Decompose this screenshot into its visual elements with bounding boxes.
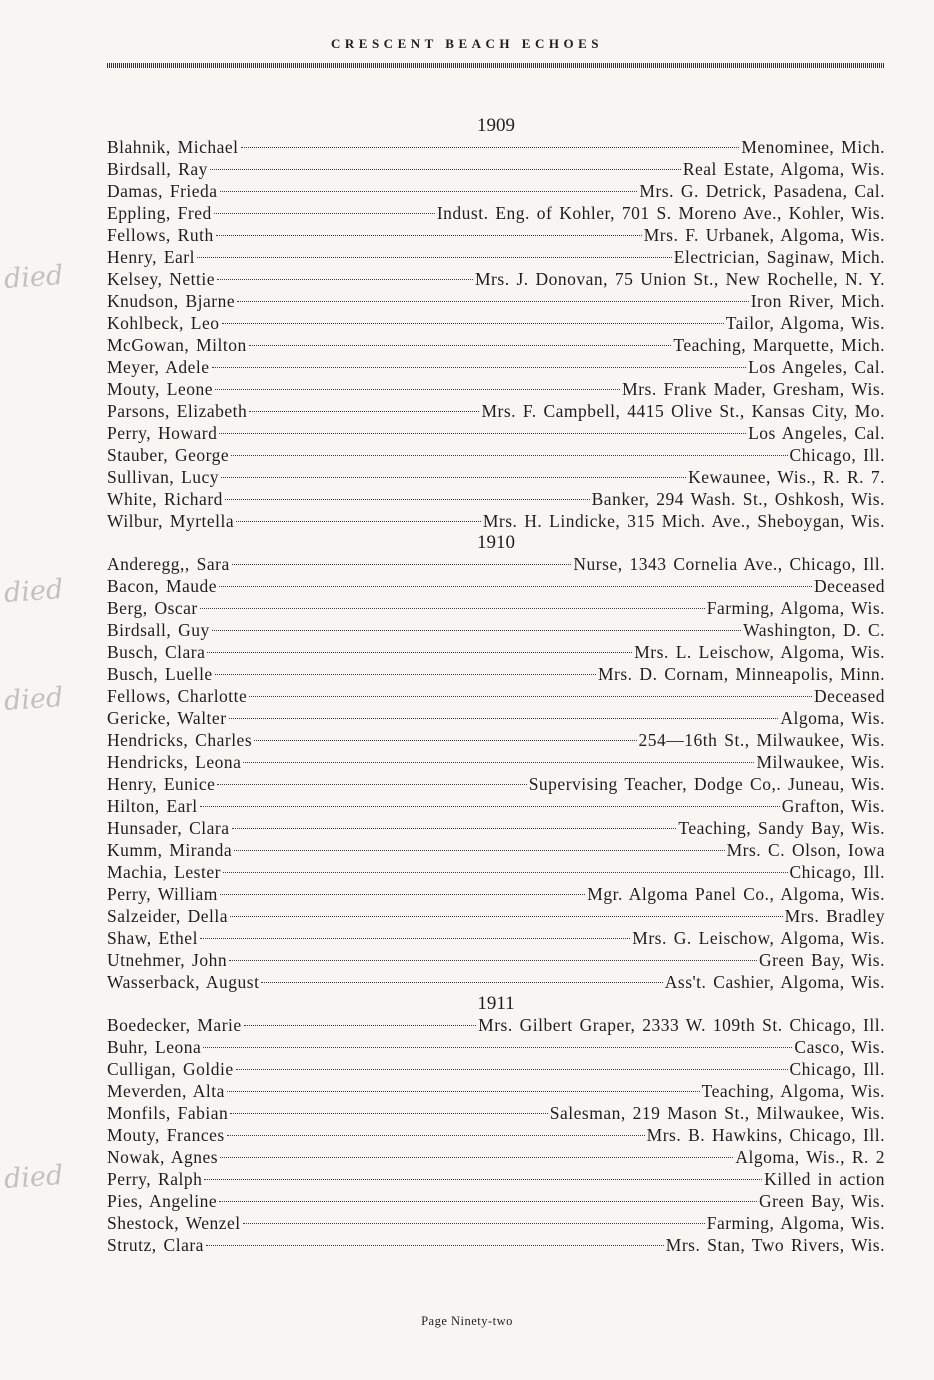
- alumni-details: Teaching, Algoma, Wis.: [701, 1081, 885, 1101]
- alumni-name: Henry, Eunice: [107, 774, 216, 794]
- alumni-details: Mrs. B. Hawkins, Chicago, Ill.: [646, 1125, 885, 1145]
- margin-note: died: [2, 681, 65, 718]
- dot-leader: [212, 630, 741, 631]
- alumni-name: Meverden, Alta: [107, 1081, 225, 1101]
- alumni-name: Buhr, Leona: [107, 1037, 202, 1057]
- alumni-name: Hilton, Earl: [107, 796, 198, 816]
- alumni-details: Real Estate, Algoma, Wis.: [682, 159, 885, 179]
- dot-leader: [214, 213, 435, 214]
- dot-leader: [234, 850, 724, 851]
- alumni-name: McGowan, Milton: [107, 335, 247, 355]
- alumni-details: Grafton, Wis.: [781, 796, 885, 816]
- alumni-entry: [107, 312, 885, 334]
- alumni-name: Eppling, Fred: [107, 203, 212, 223]
- alumni-entry: [107, 158, 885, 180]
- alumni-details: Supervising Teacher, Dodge Co,. Juneau, Wis.: [528, 774, 885, 794]
- alumni-details: Green Bay, Wis.: [759, 950, 885, 970]
- alumni-details: Mrs. H. Lindicke, 315 Mich. Ave., Sheboygan, Wis.: [482, 511, 885, 531]
- alumni-details: Mrs. L. Leischow, Algoma, Wis.: [634, 642, 885, 662]
- alumni-name: Kumm, Miranda: [107, 840, 233, 860]
- alumni-details: Deceased: [813, 686, 885, 706]
- alumni-details: Mrs. Stan, Two Rivers, Wis.: [665, 1235, 885, 1255]
- dot-leader: [220, 191, 638, 192]
- alumni-name: Kelsey, Nettie: [107, 269, 215, 289]
- dot-leader: [217, 279, 473, 280]
- alumni-entry: [107, 268, 885, 290]
- alumni-entry: [107, 773, 885, 795]
- alumni-details: Mrs. G. Leischow, Algoma, Wis.: [632, 928, 885, 948]
- alumni-entry: [107, 1080, 885, 1102]
- alumni-entry: [107, 444, 885, 466]
- alumni-name: Hendricks, Leona: [107, 752, 242, 772]
- dot-leader: [230, 916, 783, 917]
- alumni-details: Algoma, Wis., R. 2: [735, 1147, 885, 1167]
- dot-leader: [227, 1091, 700, 1092]
- alumni-entry: [107, 553, 885, 575]
- dot-leader: [219, 433, 746, 434]
- dot-leader: [254, 740, 636, 741]
- alumni-name: Knudson, Bjarne: [107, 291, 236, 311]
- alumni-details: Teaching, Sandy Bay, Wis.: [678, 818, 885, 838]
- alumni-name: Strutz, Clara: [107, 1235, 204, 1255]
- alumni-name: Damas, Frieda: [107, 181, 218, 201]
- alumni-entry: [107, 1124, 885, 1146]
- alumni-entry: [107, 334, 885, 356]
- alumni-entry: [107, 619, 885, 641]
- alumni-entry: [107, 1168, 885, 1190]
- dot-leader: [210, 169, 681, 170]
- alumni-details: Tailor, Algoma, Wis.: [725, 313, 885, 333]
- alumni-name: Parsons, Elizabeth: [107, 401, 248, 421]
- alumni-entry: [107, 246, 885, 268]
- alumni-details: Mrs. J. Donovan, 75 Union St., New Rochelle, N. Y.: [475, 269, 885, 289]
- alumni-name: Birdsall, Ray: [107, 159, 208, 179]
- alumni-entry: [107, 971, 885, 993]
- dot-leader: [222, 323, 724, 324]
- alumni-name: Shestock, Wenzel: [107, 1213, 241, 1233]
- alumni-name: Kohlbeck, Leo: [107, 313, 220, 333]
- dot-leader: [200, 806, 780, 807]
- alumni-details: Mrs. D. Cornam, Minneapolis, Minn.: [597, 664, 885, 684]
- alumni-entry: [107, 136, 885, 158]
- alumni-entry: [107, 839, 885, 861]
- alumni-entry: [107, 597, 885, 619]
- dot-leader: [220, 894, 585, 895]
- class-year-heading: 1909: [477, 115, 515, 136]
- alumni-entry: [107, 663, 885, 685]
- alumni-name: Wasserback, August: [107, 972, 260, 992]
- alumni-entry: [107, 1058, 885, 1080]
- dot-leader: [220, 1157, 733, 1158]
- alumni-details: Menominee, Mich.: [741, 137, 885, 157]
- dot-leader: [243, 1223, 705, 1224]
- class-year-heading: 1911: [477, 993, 515, 1014]
- alumni-entry: [107, 1234, 885, 1256]
- alumni-name: Salzeider, Della: [107, 906, 229, 926]
- alumni-name: Meyer, Adele: [107, 357, 210, 377]
- header-rule: [107, 63, 885, 68]
- alumni-name: Machia, Lester: [107, 862, 221, 882]
- dot-leader: [197, 257, 672, 258]
- alumni-details: Chicago, Ill.: [789, 445, 885, 465]
- dot-leader: [249, 696, 812, 697]
- page-header: CRESCENT BEACH ECHOES: [331, 36, 603, 51]
- alumni-name: Wilbur, Myrtella: [107, 511, 235, 531]
- alumni-name: Fellows, Ruth: [107, 225, 214, 245]
- alumni-details: Mrs. F. Urbanek, Algoma, Wis.: [643, 225, 885, 245]
- alumni-entry: [107, 949, 885, 971]
- alumni-entry: [107, 180, 885, 202]
- alumni-entry: [107, 1212, 885, 1234]
- alumni-details: Chicago, Ill.: [789, 862, 885, 882]
- alumni-name: Sullivan, Lucy: [107, 467, 220, 487]
- alumni-entry: [107, 883, 885, 905]
- alumni-details: Mrs. C. Olson, Iowa: [726, 840, 885, 860]
- alumni-details: Mrs. Bradley: [784, 906, 885, 926]
- alumni-details: Washington, D. C.: [743, 620, 885, 640]
- dot-leader: [216, 235, 642, 236]
- alumni-name: Henry, Earl: [107, 247, 195, 267]
- class-year-heading: 1910: [477, 532, 515, 553]
- margin-note: died: [2, 573, 65, 610]
- alumni-listing: [107, 115, 885, 1256]
- alumni-entry: [107, 488, 885, 510]
- alumni-name: Perry, Howard: [107, 423, 218, 443]
- page-number: Page Ninety-two: [421, 1314, 513, 1328]
- alumni-entry: [107, 202, 885, 224]
- alumni-name: Perry, Ralph: [107, 1169, 203, 1189]
- alumni-entry: [107, 927, 885, 949]
- dot-leader: [244, 1025, 477, 1026]
- alumni-entry: [107, 1190, 885, 1212]
- alumni-name: Gericke, Walter: [107, 708, 227, 728]
- alumni-details: Algoma, Wis.: [780, 708, 885, 728]
- alumni-entry: [107, 861, 885, 883]
- alumni-name: White, Richard: [107, 489, 223, 509]
- alumni-name: Anderegg,, Sara: [107, 554, 230, 574]
- alumni-entry: [107, 641, 885, 663]
- alumni-entry: [107, 685, 885, 707]
- alumni-entry: [107, 356, 885, 378]
- alumni-details: Iron River, Mich.: [750, 291, 885, 311]
- dot-leader: [212, 367, 747, 368]
- margin-note: died: [2, 259, 65, 296]
- alumni-entry: [107, 817, 885, 839]
- alumni-details: Indust. Eng. of Kohler, 701 S. Moreno Ave., Kohler, Wis.: [436, 203, 885, 223]
- alumni-name: Boedecker, Marie: [107, 1015, 242, 1035]
- alumni-details: Electrician, Saginaw, Mich.: [673, 247, 885, 267]
- dot-leader: [232, 564, 572, 565]
- alumni-details: Killed in action: [764, 1169, 885, 1189]
- dot-leader: [206, 1245, 664, 1246]
- alumni-entry: [107, 1036, 885, 1058]
- alumni-entry: [107, 224, 885, 246]
- dot-leader: [223, 872, 788, 873]
- dot-leader: [229, 718, 779, 719]
- alumni-details: Green Bay, Wis.: [759, 1191, 885, 1211]
- dot-leader: [243, 762, 754, 763]
- dot-leader: [217, 784, 526, 785]
- alumni-details: Mrs. G. Detrick, Pasadena, Cal.: [639, 181, 885, 201]
- alumni-entry: [107, 510, 885, 532]
- alumni-name: Berg, Oscar: [107, 598, 198, 618]
- dot-leader: [204, 1179, 762, 1180]
- alumni-name: Bacon, Maude: [107, 576, 218, 596]
- alumni-name: Mouty, Frances: [107, 1125, 225, 1145]
- dot-leader: [249, 345, 672, 346]
- alumni-details: Banker, 294 Wash. St., Oshkosh, Wis.: [591, 489, 885, 509]
- dot-leader: [236, 521, 481, 522]
- alumni-details: Mrs. Frank Mader, Gresham, Wis.: [622, 379, 885, 399]
- alumni-entry: [107, 905, 885, 927]
- alumni-entry: [107, 751, 885, 773]
- alumni-details: 254—16th St., Milwaukee, Wis.: [638, 730, 885, 750]
- alumni-details: Chicago, Ill.: [789, 1059, 885, 1079]
- alumni-entry: [107, 290, 885, 312]
- dot-leader: [200, 608, 705, 609]
- alumni-details: Nurse, 1343 Cornelia Ave., Chicago, Ill.: [573, 554, 885, 574]
- dot-leader: [215, 674, 596, 675]
- dot-leader: [241, 147, 740, 148]
- alumni-entry: [107, 422, 885, 444]
- dot-leader: [221, 477, 686, 478]
- alumni-details: Casco, Wis.: [794, 1037, 885, 1057]
- alumni-details: Mrs. Gilbert Graper, 2333 W. 109th St. Chicago, Ill.: [478, 1015, 885, 1035]
- alumni-details: Ass't. Cashier, Algoma, Wis.: [664, 972, 885, 992]
- dot-leader: [261, 982, 662, 983]
- alumni-details: Kewaunee, Wis., R. R. 7.: [688, 467, 885, 487]
- alumni-name: Busch, Luelle: [107, 664, 213, 684]
- alumni-entry: [107, 729, 885, 751]
- alumni-name: Nowak, Agnes: [107, 1147, 219, 1167]
- alumni-name: Utnehmer, John: [107, 950, 228, 970]
- dot-leader: [236, 1069, 788, 1070]
- alumni-details: Mrs. F. Campbell, 4415 Olive St., Kansas City, Mo.: [481, 401, 885, 421]
- dot-leader: [207, 652, 632, 653]
- alumni-entry: [107, 795, 885, 817]
- dot-leader: [232, 828, 677, 829]
- dot-leader: [249, 411, 479, 412]
- alumni-name: Hunsader, Clara: [107, 818, 230, 838]
- alumni-details: Milwaukee, Wis.: [756, 752, 885, 772]
- alumni-name: Busch, Clara: [107, 642, 206, 662]
- dot-leader: [215, 389, 620, 390]
- alumni-details: Farming, Algoma, Wis.: [706, 598, 885, 618]
- dot-leader: [219, 1201, 757, 1202]
- alumni-details: Salesman, 219 Mason St., Milwaukee, Wis.: [549, 1103, 885, 1123]
- alumni-entry: [107, 378, 885, 400]
- dot-leader: [231, 455, 787, 456]
- dot-leader: [229, 960, 757, 961]
- dot-leader: [200, 938, 630, 939]
- alumni-entry: [107, 1102, 885, 1124]
- dot-leader: [230, 1113, 547, 1114]
- alumni-entry: [107, 707, 885, 729]
- alumni-details: Los Angeles, Cal.: [748, 423, 885, 443]
- alumni-name: Shaw, Ethel: [107, 928, 198, 948]
- alumni-details: Los Angeles, Cal.: [748, 357, 885, 377]
- alumni-name: Perry, William: [107, 884, 218, 904]
- alumni-details: Mgr. Algoma Panel Co., Algoma, Wis.: [587, 884, 885, 904]
- alumni-name: Blahnik, Michael: [107, 137, 239, 157]
- dot-leader: [219, 586, 812, 587]
- alumni-entry: [107, 1014, 885, 1036]
- alumni-details: Deceased: [813, 576, 885, 596]
- dot-leader: [203, 1047, 792, 1048]
- alumni-entry: [107, 466, 885, 488]
- alumni-name: Hendricks, Charles: [107, 730, 253, 750]
- alumni-name: Stauber, George: [107, 445, 230, 465]
- alumni-details: Teaching, Marquette, Mich.: [673, 335, 885, 355]
- dot-leader: [237, 301, 749, 302]
- alumni-entry: [107, 1146, 885, 1168]
- alumni-entry: [107, 575, 885, 597]
- alumni-details: Farming, Algoma, Wis.: [706, 1213, 885, 1233]
- alumni-name: Culligan, Goldie: [107, 1059, 234, 1079]
- alumni-entry: [107, 400, 885, 422]
- dot-leader: [225, 499, 590, 500]
- dot-leader: [227, 1135, 645, 1136]
- alumni-name: Mouty, Leone: [107, 379, 214, 399]
- alumni-name: Pies, Angeline: [107, 1191, 218, 1211]
- alumni-name: Monfils, Fabian: [107, 1103, 229, 1123]
- alumni-name: Fellows, Charlotte: [107, 686, 248, 706]
- margin-note: died: [2, 1159, 65, 1196]
- alumni-name: Birdsall, Guy: [107, 620, 210, 640]
